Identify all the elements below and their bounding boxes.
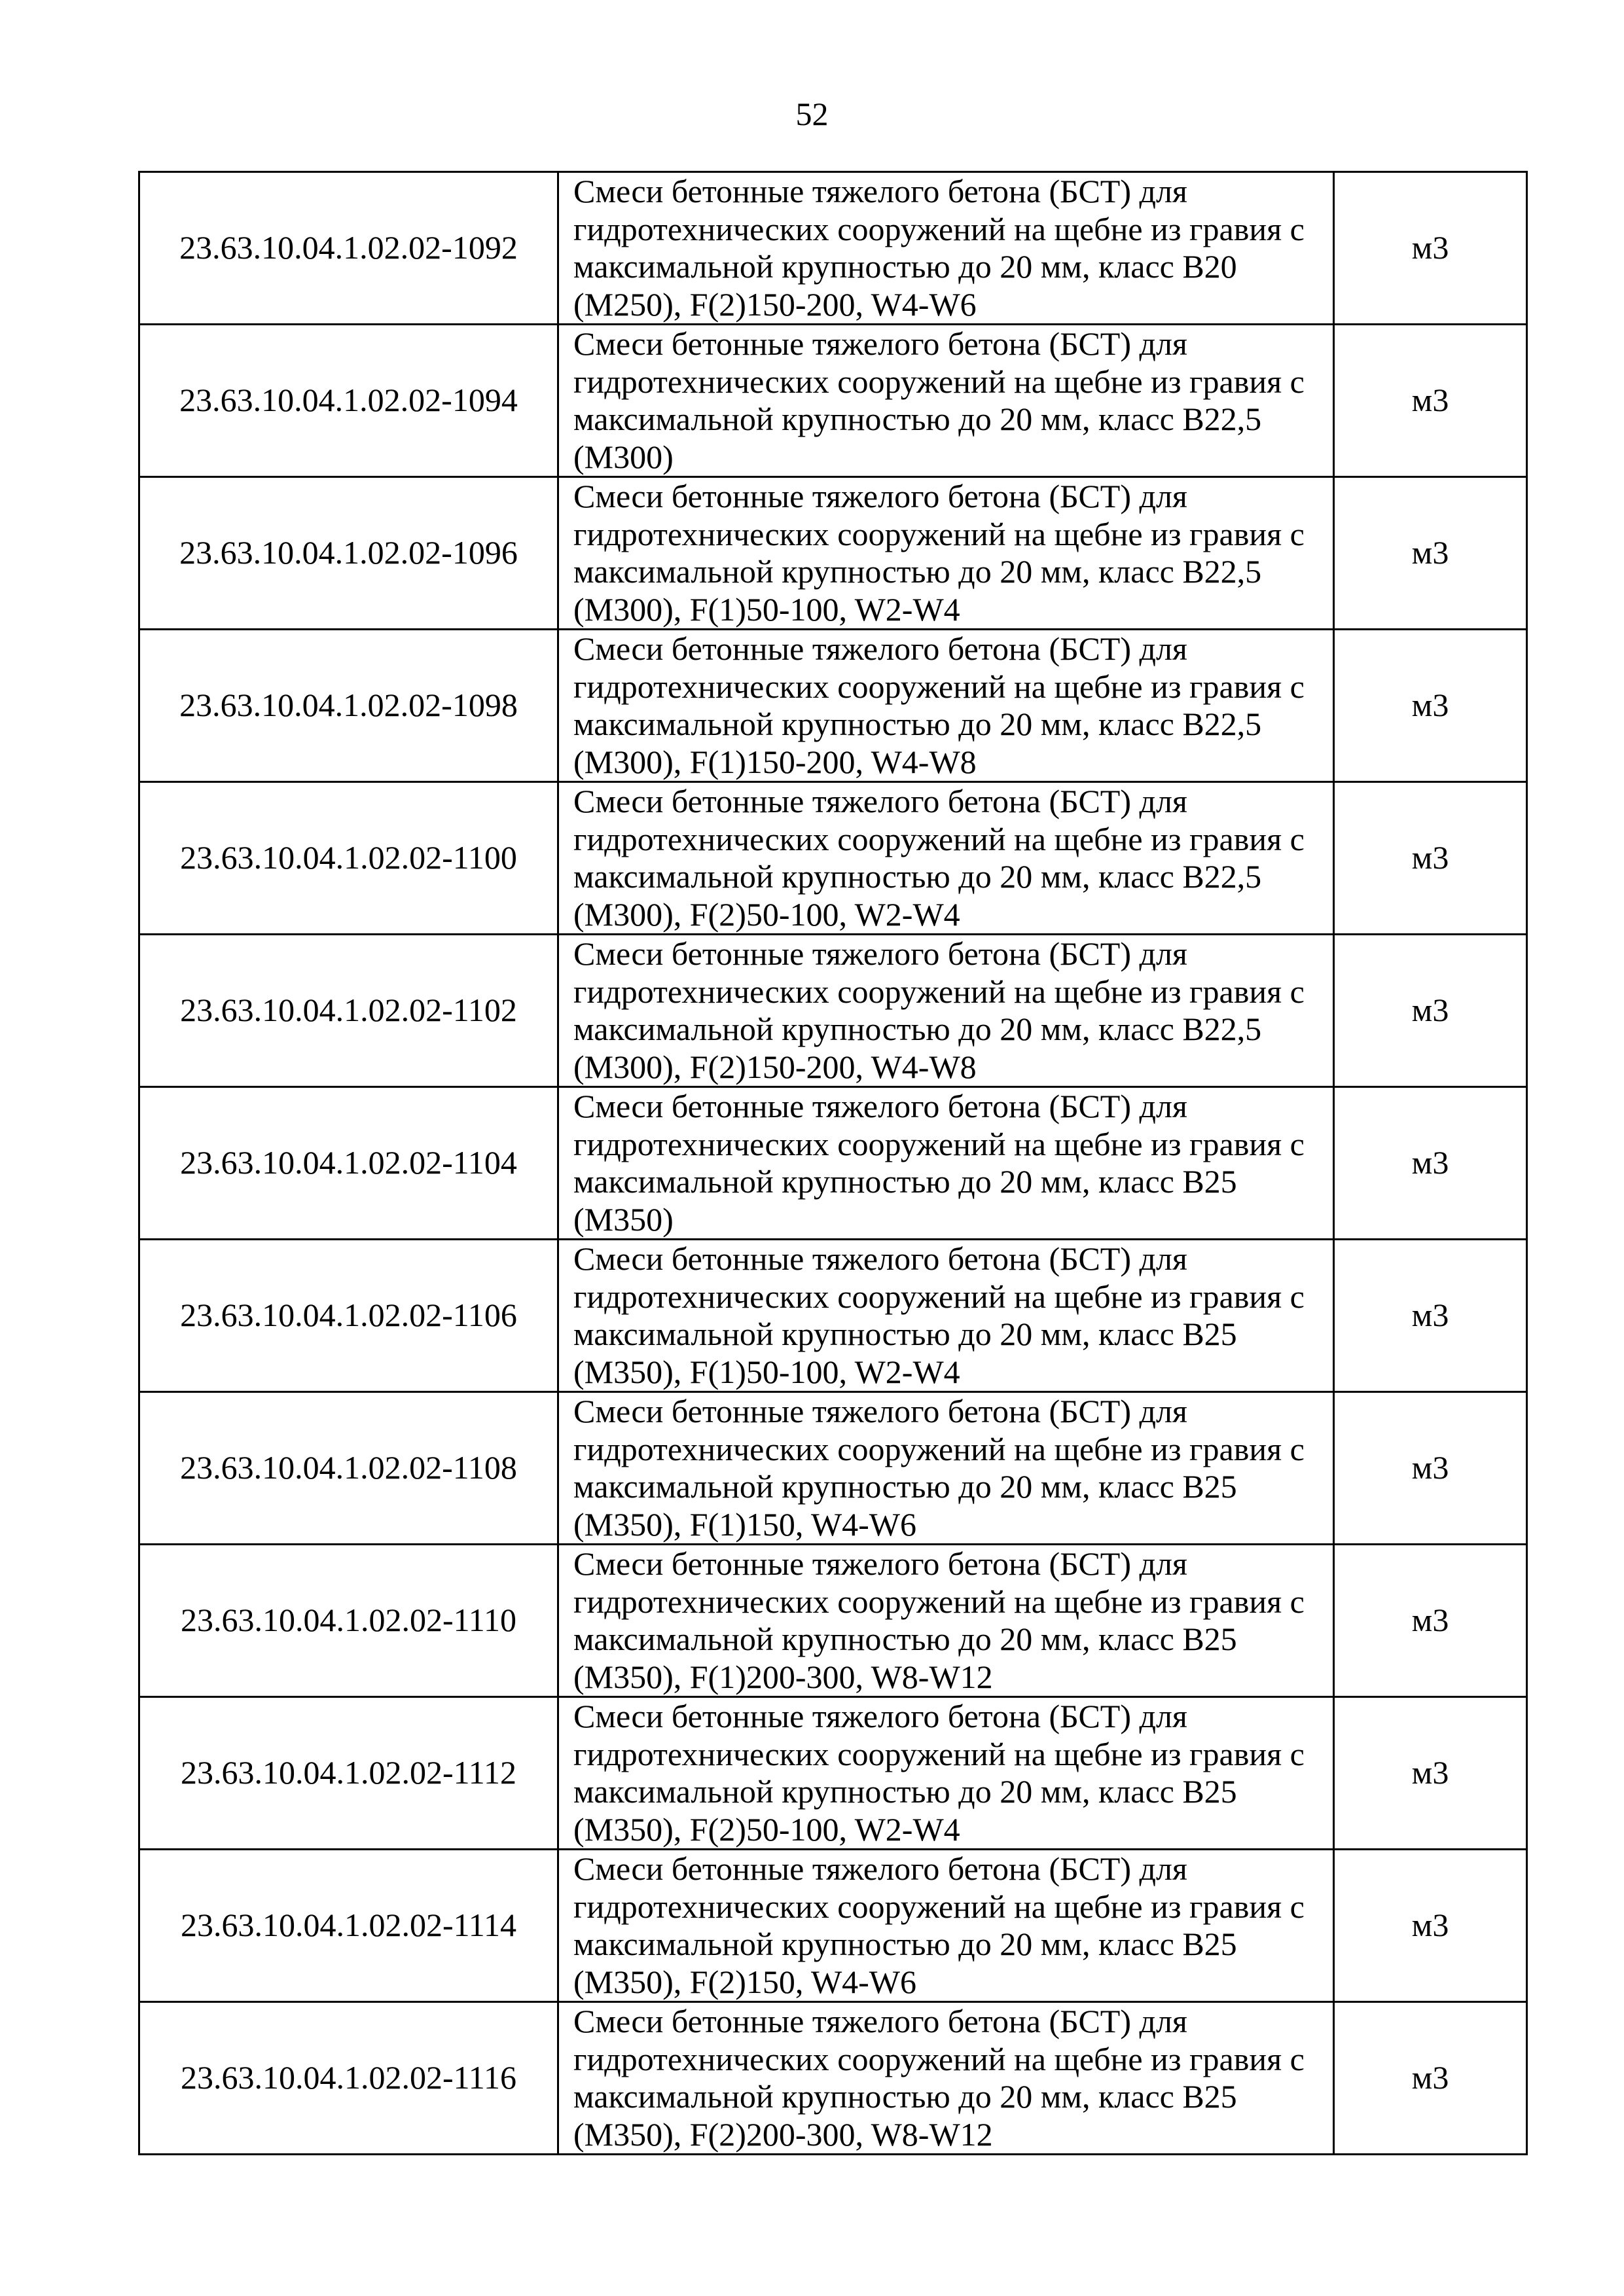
resource-description (558, 1087, 1334, 1240)
resource-code: 23.63.10.04.1.02.02-1102 (139, 935, 558, 1087)
resource-description (558, 477, 1334, 630)
unit-of-measure: м3 (1334, 935, 1527, 1087)
description-line: Смеси бетонные тяжелого бетона (БСТ) для (573, 325, 1187, 362)
table-body (139, 172, 1527, 2155)
resource-description (558, 1850, 1334, 2002)
description-line: Смеси бетонные тяжелого бетона (БСТ) для (573, 1240, 1187, 1277)
resource-description (558, 1392, 1334, 1545)
table-row (139, 1545, 1527, 1697)
description-line: максимальной крупностью до 20 мм, класс В25 (573, 1468, 1237, 1505)
description-line: Смеси бетонные тяжелого бетона (БСТ) для (573, 1698, 1187, 1734)
description-line: (М300), F(2)150-200, W4-W8 (573, 1048, 977, 1085)
description-line: Смеси бетонные тяжелого бетона (БСТ) для (573, 478, 1187, 514)
description-line: максимальной крупностью до 20 мм, класс В25 (573, 1621, 1237, 1657)
description-line: (М350), F(2)150, W4-W6 (573, 1963, 916, 2000)
table-row (139, 630, 1527, 782)
description-line: (М350), F(1)200-300, W8-W12 (573, 1658, 993, 1695)
materials-table (138, 171, 1528, 2155)
table-row (139, 1240, 1527, 1392)
description-line: (М350), F(2)50-100, W2-W4 (573, 1810, 960, 1848)
table-row (139, 1392, 1527, 1545)
page-number: 52 (795, 96, 829, 132)
description-line: гидротехнических сооружений на щебне из гравия с (573, 668, 1305, 705)
description-line: Смеси бетонные тяжелого бетона (БСТ) для (573, 630, 1187, 667)
description-line: (М300) (573, 438, 674, 475)
description-line: гидротехнических сооружений на щебне из гравия с (573, 1735, 1305, 1772)
table-row (139, 172, 1527, 325)
description-line: (М350), F(2)200-300, W8-W12 (573, 2115, 993, 2153)
resource-code: 23.63.10.04.1.02.02-1112 (139, 1697, 558, 1850)
description-line: максимальной крупностью до 20 мм, класс В20 (573, 248, 1237, 285)
unit-of-measure: м3 (1334, 2002, 1527, 2155)
resource-description (558, 325, 1334, 477)
unit-of-measure: м3 (1334, 1850, 1527, 2002)
description-line: максимальной крупностью до 20 мм, класс В22,5 (573, 858, 1262, 895)
description-line: Смеси бетонные тяжелого бетона (БСТ) для (573, 783, 1187, 819)
resource-code: 23.63.10.04.1.02.02-1104 (139, 1087, 558, 1240)
description-line: гидротехнических сооружений на щебне из гравия с (573, 820, 1305, 857)
table-row (139, 1697, 1527, 1850)
resource-description (558, 172, 1334, 325)
table-row (139, 1087, 1527, 1240)
description-line: гидротехнических сооружений на щебне из гравия с (573, 1430, 1305, 1467)
description-line: гидротехнических сооружений на щебне из гравия с (573, 210, 1305, 247)
description-line: Смеси бетонные тяжелого бетона (БСТ) для (573, 1088, 1187, 1124)
resource-code: 23.63.10.04.1.02.02-1106 (139, 1240, 558, 1392)
unit-of-measure: м3 (1334, 477, 1527, 630)
description-line: гидротехнических сооружений на щебне из гравия с (573, 1583, 1305, 1620)
description-line: максимальной крупностью до 20 мм, класс В25 (573, 2078, 1237, 2115)
description-line: Смеси бетонные тяжелого бетона (БСТ) для (573, 173, 1187, 209)
unit-of-measure: м3 (1334, 1240, 1527, 1392)
description-line: максимальной крупностью до 20 мм, класс В22,5 (573, 553, 1262, 590)
description-line: гидротехнических сооружений на щебне из гравия с (573, 973, 1305, 1010)
description-line: Смеси бетонные тяжелого бетона (БСТ) для (573, 1850, 1187, 1887)
table-row (139, 935, 1527, 1087)
unit-of-measure: м3 (1334, 325, 1527, 477)
resource-code: 23.63.10.04.1.02.02-1108 (139, 1392, 558, 1545)
resource-code: 23.63.10.04.1.02.02-1114 (139, 1850, 558, 2002)
description-line: (М350), F(1)150, W4-W6 (573, 1505, 916, 1543)
description-line: (М300), F(1)50-100, W2-W4 (573, 590, 960, 628)
description-line: Смеси бетонные тяжелого бетона (БСТ) для (573, 935, 1187, 972)
description-line: (М350) (573, 1200, 674, 1238)
description-line: гидротехнических сооружений на щебне из гравия с (573, 1888, 1305, 1925)
resource-description (558, 1545, 1334, 1697)
resource-description (558, 782, 1334, 935)
table-row (139, 325, 1527, 477)
resource-description (558, 935, 1334, 1087)
unit-of-measure: м3 (1334, 630, 1527, 782)
description-line: максимальной крупностью до 20 мм, класс В25 (573, 1926, 1237, 1962)
table-row (139, 477, 1527, 630)
resource-code: 23.63.10.04.1.02.02-1092 (139, 172, 558, 325)
unit-of-measure: м3 (1334, 1545, 1527, 1697)
description-line: (М300), F(2)50-100, W2-W4 (573, 895, 960, 933)
description-line: максимальной крупностью до 20 мм, класс В22,5 (573, 706, 1262, 742)
unit-of-measure: м3 (1334, 1087, 1527, 1240)
description-line: гидротехнических сооружений на щебне из гравия с (573, 1125, 1305, 1162)
resource-code: 23.63.10.04.1.02.02-1094 (139, 325, 558, 477)
table-row (139, 782, 1527, 935)
unit-of-measure: м3 (1334, 782, 1527, 935)
description-line: Смеси бетонные тяжелого бетона (БСТ) для (573, 1393, 1187, 1429)
unit-of-measure: м3 (1334, 1392, 1527, 1545)
resource-code: 23.63.10.04.1.02.02-1116 (139, 2002, 558, 2155)
description-line: (М300), F(1)150-200, W4-W8 (573, 743, 977, 780)
resource-code: 23.63.10.04.1.02.02-1096 (139, 477, 558, 630)
unit-of-measure: м3 (1334, 1697, 1527, 1850)
description-line: гидротехнических сооружений на щебне из гравия с (573, 515, 1305, 552)
description-line: (М350), F(1)50-100, W2-W4 (573, 1353, 960, 1390)
description-line: Смеси бетонные тяжелого бетона (БСТ) для (573, 2003, 1187, 2039)
table-row (139, 2002, 1527, 2155)
description-line: (М250), F(2)150-200, W4-W6 (573, 285, 977, 323)
table-row (139, 1850, 1527, 2002)
description-line: гидротехнических сооружений на щебне из гравия с (573, 1278, 1305, 1315)
description-line: максимальной крупностью до 20 мм, класс В25 (573, 1316, 1237, 1352)
description-line: Смеси бетонные тяжелого бетона (БСТ) для (573, 1545, 1187, 1582)
resource-description (558, 2002, 1334, 2155)
resource-code: 23.63.10.04.1.02.02-1110 (139, 1545, 558, 1697)
description-line: гидротехнических сооружений на щебне из гравия с (573, 363, 1305, 400)
description-line: гидротехнических сооружений на щебне из гравия с (573, 2040, 1305, 2077)
unit-of-measure: м3 (1334, 172, 1527, 325)
description-line: максимальной крупностью до 20 мм, класс В25 (573, 1163, 1237, 1200)
resource-description (558, 1240, 1334, 1392)
resource-description (558, 630, 1334, 782)
description-line: максимальной крупностью до 20 мм, класс В22,5 (573, 401, 1262, 437)
resource-description (558, 1697, 1334, 1850)
resource-code: 23.63.10.04.1.02.02-1100 (139, 782, 558, 935)
resource-code: 23.63.10.04.1.02.02-1098 (139, 630, 558, 782)
description-line: максимальной крупностью до 20 мм, класс В22,5 (573, 1011, 1262, 1047)
description-line: максимальной крупностью до 20 мм, класс В25 (573, 1773, 1237, 1810)
